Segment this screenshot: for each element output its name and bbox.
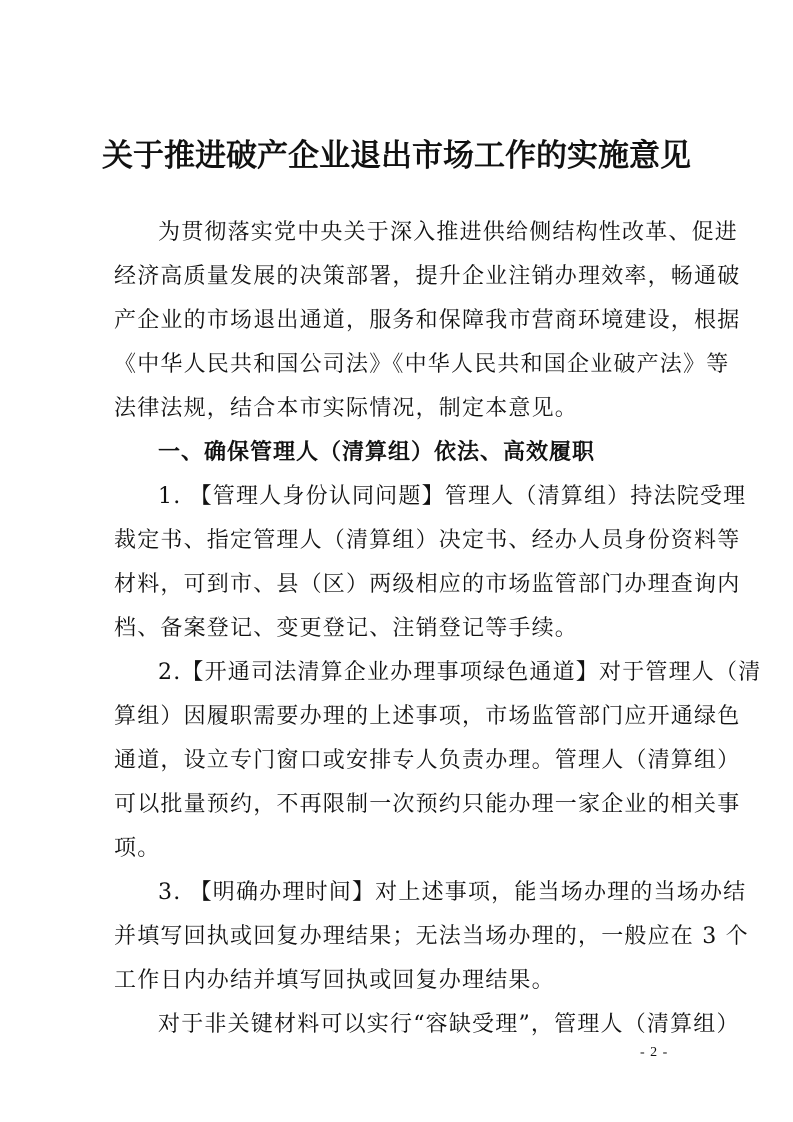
paragraph-line: 档、备案登记、变更登记、注销登记等手续。 bbox=[114, 616, 579, 641]
paragraph-line: 项。 bbox=[114, 836, 161, 861]
paragraph-line: 对于非关键材料可以实行“容缺受理”，管理人（清算组） bbox=[158, 1012, 740, 1037]
paragraph-line: 通道，设立专门窗口或安排专人负责办理。管理人（清算组） bbox=[114, 748, 741, 773]
paragraph-line: 可以批量预约，不再限制一次预约只能办理一家企业的相关事 bbox=[114, 792, 741, 817]
paragraph-line: 材料，可到市、县（区）两级相应的市场监管部门办理查询内 bbox=[114, 572, 741, 597]
paragraph-line: 产企业的市场退出通道，服务和保障我市营商环境建设，根据 bbox=[114, 308, 741, 333]
paragraph-line: 1. 【管理人身份认同问题】管理人（清算组）持法院受理 bbox=[158, 484, 747, 509]
paragraph-line: 并填写回执或回复办理结果；无法当场办理的，一般应在 3 个 bbox=[114, 924, 749, 949]
paragraph-line: 为贯彻落实党中央关于深入推进供给侧结构性改革、促进 bbox=[158, 220, 739, 245]
paragraph-line: 算组）因履职需要办理的上述事项，市场监管部门应开通绿色 bbox=[114, 704, 741, 729]
paragraph-line: 工作日内办结并填写回执或回复办理结果。 bbox=[114, 968, 555, 993]
paragraph-line: 《中华人民共和国公司法》《中华人民共和国企业破产法》等 bbox=[114, 352, 730, 377]
paragraph-line: 裁定书、指定管理人（清算组）决定书、经办人员身份资料等 bbox=[114, 528, 741, 553]
paragraph-line: 法律法规，结合本市实际情况，制定本意见。 bbox=[114, 396, 579, 421]
section-heading: 一、确保管理人（清算组）依法、高效履职 bbox=[158, 440, 596, 465]
page-number: - 2 - bbox=[640, 1045, 669, 1060]
paragraph-line: 3. 【明确办理时间】对上述事项，能当场办理的当场办结 bbox=[158, 880, 747, 905]
document-title: 关于推进破产企业退出市场工作的实施意见 bbox=[102, 138, 691, 174]
paragraph-line: 2.【开通司法清算企业办理事项绿色通道】对于管理人（清 bbox=[158, 660, 762, 685]
paragraph-line: 经济高质量发展的决策部署，提升企业注销办理效率，畅通破 bbox=[114, 264, 741, 289]
